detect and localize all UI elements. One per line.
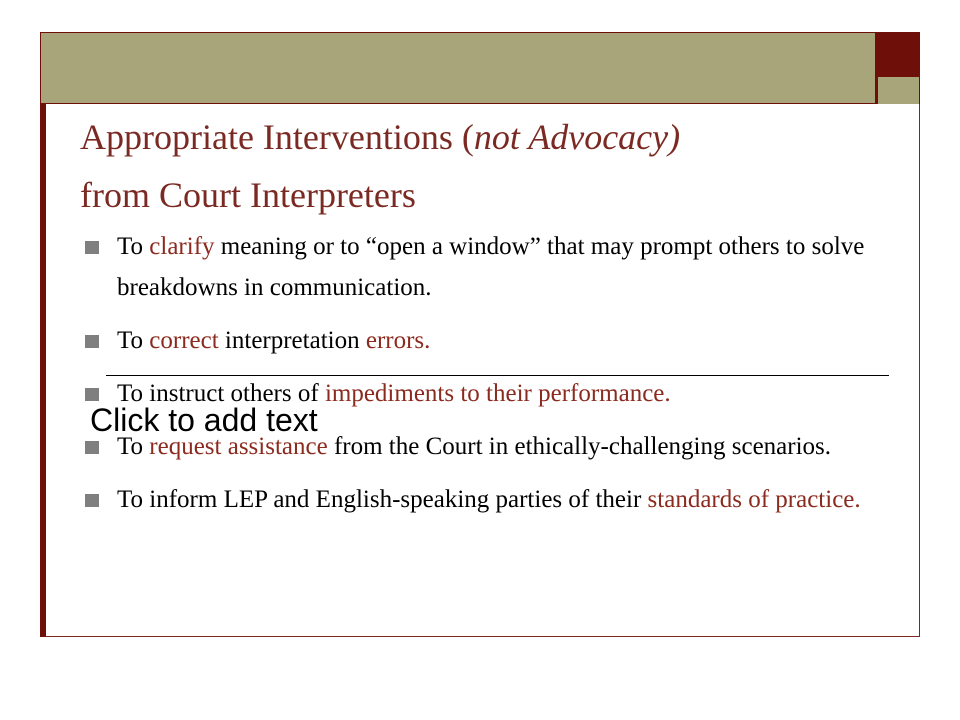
bullet-text: To [117,433,150,460]
bullet-text: To [117,327,150,354]
corner-maroon-square [878,33,919,74]
corner-olive-square [878,77,919,104]
highlighted-text: errors. [365,327,431,354]
title-line1-text: Appropriate Interventions ( [80,117,474,157]
highlighted-text: impediments to their performance. [324,380,671,407]
left-accent-bar [40,104,46,637]
text-placeholder[interactable]: Click to add text [90,402,318,438]
highlighted-text: request assistance [149,433,328,460]
title-italic-text: not Advocacy) [473,117,681,157]
bullet-item [85,479,885,520]
square-bullet-icon [85,494,99,507]
highlighted-text: correct [149,327,219,354]
title-line2-text: from Court Interpreters [80,175,416,215]
slide-title[interactable] [80,108,880,224]
bullet-list[interactable] [85,226,885,532]
bullet-text: To instruct others of [117,380,325,407]
bullet-text: To inform LEP and English-speaking parties of their [117,486,648,513]
bullet-item [85,226,885,308]
placeholder-border-line [106,375,889,376]
square-bullet-icon [85,441,99,454]
bullet-item [85,320,885,361]
bullet-text: from the Court in ethically-challenging scenarios. [327,433,832,460]
header-olive-band [41,33,875,103]
highlighted-text: clarify [149,233,215,260]
square-bullet-icon [85,335,99,348]
highlighted-text: standards of practice. [647,486,861,513]
square-bullet-icon [85,241,99,254]
bullet-text: interpretation [218,327,366,354]
bullet-text: To [117,233,150,260]
bullet-text: meaning or to “open a window” that may prompt others to solve breakdowns in communication. [117,233,865,301]
